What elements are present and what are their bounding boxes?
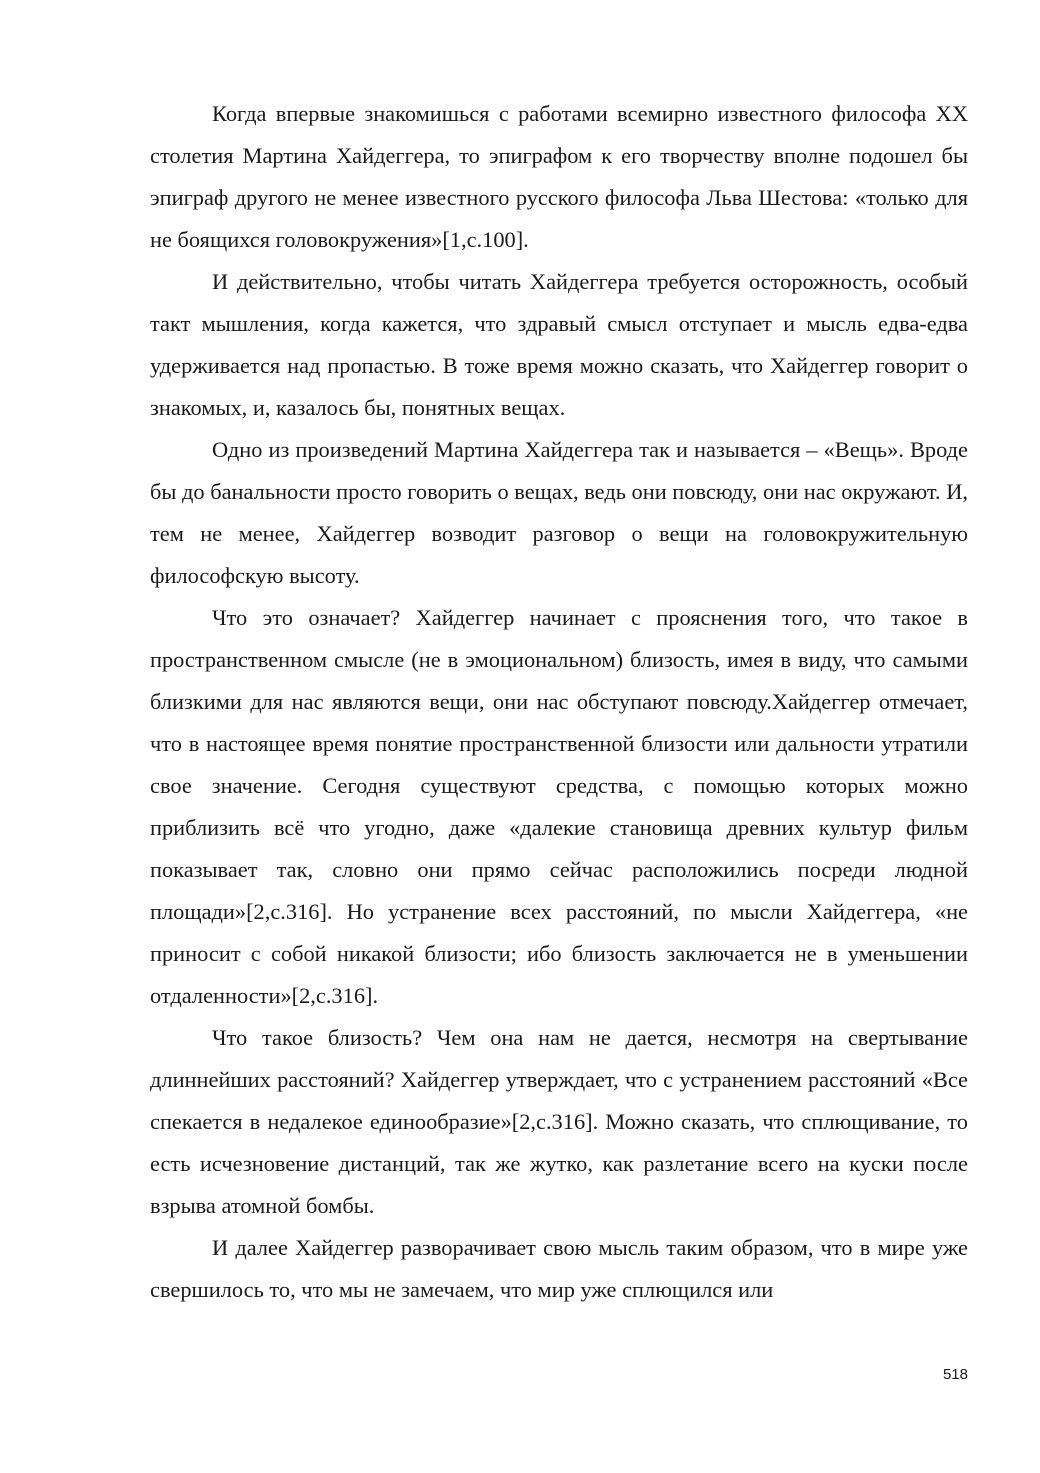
paragraph-1: Когда впервые знакомишься с работами всемирно известного философа XX столетия Мартина Хайдеггера, то эпиграфом к его творчеству вполне подошел бы эпиграф другого не менее известного русского философа Льва Шестова: «только для не боящихся головокружения»[1,с.100]. — [150, 101, 968, 252]
paragraph-5: Что такое близость? Чем она нам не дается, несмотря на свертывание длиннейших расстояний? Хайдеггер утверждает, что с устранением расстояний «Все спекается в недалекое единообразие»[2,с.316]. Можно сказать, что сплющивание, то есть исчезновение дистанций, так же жутко, как разлетание всего на куски после взрыва атомной бомбы. — [150, 1025, 968, 1218]
document-body — [150, 93, 968, 1311]
page-number: 518 — [942, 1366, 968, 1383]
paragraph-6: И далее Хайдеггер разворачивает свою мысль таким образом, что в мире уже свершилось то, что мы не замечаем, что мир уже сплющился или — [150, 1235, 968, 1302]
paragraph-4: Что это означает? Хайдеггер начинает с прояснения того, что такое в пространственном смысле (не в эмоциональном) близость, имея в виду, что самыми близкими для нас являются вещи, они нас обступают повсюду.Хайдеггер отмечает, что в настоящее время понятие пространственной близости или дальности утратили свое значение. Сегодня существуют средства, с помощью которых можно приблизить всё что угодно, даже «далекие становища древних культур фильм показывает так, словно они прямо сейчас расположились посреди людной площади»[2,с.316]. Но устранение всех расстояний, по мысли Хайдеггера, «не приносит с собой никакой близости; ибо близость заключается не в уменьшении отдаленности»[2,с.316]. — [150, 605, 968, 1008]
paragraph-3: Одно из произведений Мартина Хайдеггера так и называется – «Вещь». Вроде бы до банальности просто говорить о вещах, ведь они повсюду, они нас окружают. И, тем не менее, Хайдеггер возводит разговор о вещи на головокружительную философскую высоту. — [150, 437, 968, 588]
paragraph-2: И действительно, чтобы читать Хайдеггера требуется осторожность, особый такт мышления, когда кажется, что здравый смысл отступает и мысль едва-едва удерживается над пропастью. В тоже время можно сказать, что Хайдеггер говорит о знакомых, и, казалось бы, понятных вещах. — [150, 269, 968, 420]
